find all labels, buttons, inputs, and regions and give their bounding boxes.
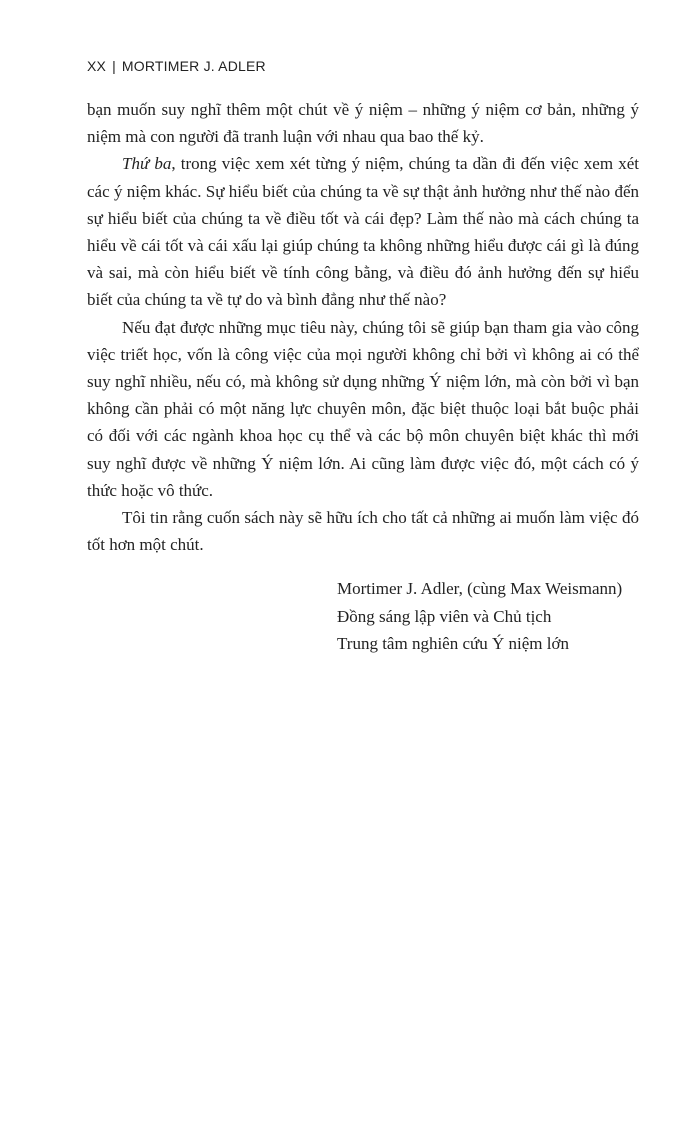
signature-block [337,575,622,658]
signature-line-title: Đồng sáng lập viên và Chủ tịch [337,606,552,626]
body-text [87,96,639,558]
signature-line-name: Mortimer J. Adler, (cùng Max Weismann) [337,579,623,598]
paragraph-2 [87,150,639,313]
paragraph-3: Nếu đạt được những mục tiêu này, chúng tôi sẽ giúp bạn tham gia vào công việc triết học, vốn là công việc của mọi người không chỉ bởi vì không ai có thể suy nghĩ nhiều, nếu có, mà không sử dụng những Ý niệm lớn, mà còn bởi vì bạn không cần phải có một năng lực chuyên môn, đặc biệt thuộc loại bắt buộc phải có đối với các ngành khoa học cụ thể và các bộ môn chuyên biệt khác thì mới suy nghĩ được về những Ý niệm lớn. Ai cũng làm được việc đó, một cách có ý thức hoặc vô thức. [87,317,639,500]
header-author: MORTIMER J. ADLER [121,58,266,74]
paragraph-2-rest: , trong việc xem xét từng ý niệm, chúng ta dần đi đến việc xem xét các ý niệm khác. Sự hiểu biết của chúng ta về sự thật ảnh hưởng như thế nào đến sự hiểu biết của chúng ta về điều tốt và cái đẹp? Làm thế nào mà cách chúng ta hiểu về cái tốt và cái xấu lại giúp chúng ta không những hiểu được cái gì là đúng và sai, mà còn hiểu biết về tính công bằng, và điều đó ảnh hưởng đến sự hiểu biết của chúng ta về tự do và bình đẳng như thế nào? [87,154,639,310]
paragraph-1: bạn muốn suy nghĩ thêm một chút về ý niệm – những ý niệm cơ bản, những ý niệm mà con người đã tranh luận với nhau qua bao thế kỷ. [87,100,639,147]
signature-line-organization: Trung tâm nghiên cứu Ý niệm lớn [337,634,569,653]
running-header [87,58,266,74]
header-separator: | [112,58,116,74]
paragraph-2-lead: Thứ ba [122,154,172,174]
paragraph-4: Tôi tin rằng cuốn sách này sẽ hữu ích cho tất cả những ai muốn làm việc đó tốt hơn một chút. [87,508,639,555]
page-number: XX [87,58,107,74]
